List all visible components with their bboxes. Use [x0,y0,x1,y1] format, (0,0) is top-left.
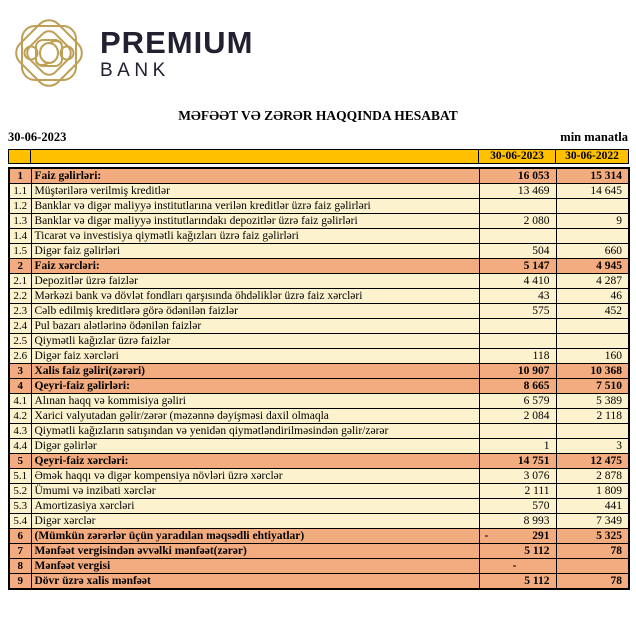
value-2023 [479,229,556,244]
row-label: Alınan haqq və kommisiya gəliri [31,394,479,409]
row-number: 1.5 [9,244,31,259]
table-row [9,229,629,244]
value-2022: 14 645 [556,184,629,199]
table-row [9,499,629,514]
value-2023: 2 084 [479,409,556,424]
value-2023: 10 907 [479,364,556,379]
value-2022: 1 809 [556,484,629,499]
row-number: 1.4 [9,229,31,244]
row-label: Digər xərclər [31,514,479,529]
pl-statement-table [8,149,628,590]
table-row [9,559,629,574]
row-number: 8 [9,559,31,574]
value-2023 [479,319,556,334]
header-empty-label-cell [31,150,479,164]
value-2023: 5 112 [479,574,556,590]
row-number: 5.1 [9,469,31,484]
value-2022: 5 325 [556,529,629,544]
row-label: Faiz gəlirləri: [31,168,479,184]
table-row [9,184,629,199]
row-label: Qeyri-faiz gəlirləri: [31,379,479,394]
row-label: Mənfəət vergisindən əvvəlki mənfəət(zərər) [31,544,479,559]
row-number: 2.5 [9,334,31,349]
value-2022 [556,559,629,574]
row-label: Digər gəlirlər [31,439,479,454]
row-number: 2 [9,259,31,274]
value-2023 [479,334,556,349]
page-title: MƏFƏƏT VƏ ZƏRƏR HAQQINDA HESABAT [178,108,458,123]
row-label: Amortizasiya xərcləri [31,499,479,514]
report-date: 30-06-2023 [8,130,67,144]
value-2022: 78 [556,574,629,590]
value-2022: 15 314 [556,168,629,184]
row-label: Xalis faiz gəliri(zərəri) [31,364,479,379]
value-2022: 452 [556,304,629,319]
value-2022: 5 389 [556,394,629,409]
value-2022: 78 [556,544,629,559]
row-label: Ticarət və investisiya qiymətli kağızları üzrə faiz gəlirləri [31,229,479,244]
statement-body-table [8,167,630,590]
table-row [9,214,629,229]
table-row [9,469,629,484]
value-2023: 14 751 [479,454,556,469]
value-2023: 570 [479,499,556,514]
row-number: 2.4 [9,319,31,334]
row-number: 2.3 [9,304,31,319]
brand-subname: BANK [100,59,170,81]
row-number: 1 [9,168,31,184]
value-2022: 4 945 [556,259,629,274]
row-number: 2.1 [9,274,31,289]
row-label: Müştərilərə verilmiş kreditlər [31,184,479,199]
value-2023: 8 665 [479,379,556,394]
table-row [9,319,629,334]
row-number: 3 [9,364,31,379]
value-2023: 8 993 [479,514,556,529]
value-2022: 160 [556,349,629,364]
value-2022: 46 [556,289,629,304]
row-label: Depozitlər üzrə faizlər [31,274,479,289]
table-row [9,274,629,289]
row-number: 4.2 [9,409,31,424]
bank-logo [10,14,253,92]
column-header-2023: 30-06-2023 [479,150,556,164]
value-2022: 7 349 [556,514,629,529]
value-2022: 2 878 [556,469,629,484]
column-header-table [8,149,629,164]
row-label: Xarici valyutadan gəlir/zərər (məzənnə dəyişməsi daxil olmaqla [31,409,479,424]
table-row [9,544,629,559]
table-row [9,379,629,394]
row-number: 4.1 [9,394,31,409]
value-2022 [556,229,629,244]
value-2022: 7 510 [556,379,629,394]
value-2023: 6 579 [479,394,556,409]
table-row [9,244,629,259]
table-row [9,334,629,349]
bank-wordmark [100,24,254,81]
value-2023: 13 469 [479,184,556,199]
row-number: 4.3 [9,424,31,439]
row-label: Ümumi və inzibati xərclər [31,484,479,499]
value-2022: 3 [556,439,629,454]
value-2023: 1 [479,439,556,454]
table-row [9,289,629,304]
table-row [9,364,629,379]
row-label: Banklar və digər maliyyə institutlarındakı depozitlər üzrə faiz gəlirləri [31,214,479,229]
row-number: 2.6 [9,349,31,364]
value-2023: 5 112 [479,544,556,559]
value-2023: 2 111 [479,484,556,499]
table-row [9,304,629,319]
row-number: 7 [9,544,31,559]
value-2023: 118 [479,349,556,364]
row-label: Digər faiz gəlirləri [31,244,479,259]
row-label: Əmək haqqı və digər kompensiya növləri üzrə xərclər [31,469,479,484]
row-label: Cəlb edilmiş kreditlərə görə ödənilən faizlər [31,304,479,319]
value-2023: 5 147 [479,259,556,274]
table-row [9,259,629,274]
column-header-2022: 30-06-2022 [556,150,629,164]
row-number: 5.3 [9,499,31,514]
row-label: Dövr üzrə xalis mənfəət [31,574,479,590]
table-row [9,168,629,184]
value-2023: 3 076 [479,469,556,484]
value-2023: 504 [479,244,556,259]
value-2022 [556,424,629,439]
header-empty-no-cell [9,150,31,164]
table-row [9,394,629,409]
table-row [9,409,629,424]
value-2023 [479,424,556,439]
value-2022: 660 [556,244,629,259]
value-2022: 441 [556,499,629,514]
value-2022 [556,199,629,214]
table-row [9,484,629,499]
row-number: 5.4 [9,514,31,529]
value-2023: 4 410 [479,274,556,289]
value-2023: 2 080 [479,214,556,229]
row-number: 6 [9,529,31,544]
column-header-row [9,150,629,164]
row-number: 1.3 [9,214,31,229]
row-label: Qeyri-faiz xərcləri: [31,454,479,469]
value-2023: 16 053 [479,168,556,184]
row-label: Qiymətli kağızlar üzrə faizlər [31,334,479,349]
row-number: 4 [9,379,31,394]
brand-name: PREMIUM [100,24,254,60]
row-number: 5 [9,454,31,469]
value-2022: 12 475 [556,454,629,469]
table-row [9,514,629,529]
value-2022: 2 118 [556,409,629,424]
value-2022: 10 368 [556,364,629,379]
table-row [9,199,629,214]
table-row [9,424,629,439]
row-number: 5.2 [9,484,31,499]
unit-label: min manatla [560,130,628,144]
table-row [9,574,629,590]
table-row [9,454,629,469]
row-label: Mənfəət vergisi [31,559,479,574]
row-number: 4.4 [9,439,31,454]
value-2023: 43 [479,289,556,304]
value-2022: 4 287 [556,274,629,289]
row-number: 2.2 [9,289,31,304]
value-2022 [556,319,629,334]
row-label: (Mümkün zərərlər üçün yaradılan məqsədli ehtiyatlar) [31,529,479,544]
row-number: 1.1 [9,184,31,199]
table-row [9,529,629,544]
row-label: Faiz xərcləri: [31,259,479,274]
row-label: Digər faiz xərcləri [31,349,479,364]
table-row [9,439,629,454]
table-row [9,349,629,364]
value-2023: 575 [479,304,556,319]
value-2022: 9 [556,214,629,229]
value-2022 [556,334,629,349]
value-2023: - 291 [479,529,556,544]
value-2023: - [479,559,556,574]
row-label: Pul bazarı alətlərinə ödənilən faizlər [31,319,479,334]
row-number: 9 [9,574,31,590]
row-label: Banklar və digər maliyyə institutlarına verilən kreditlər üzrə faiz gəlirləri [31,199,479,214]
row-label: Qiymətli kağızların satışından və yenidən qiymətləndirilməsindən gəlir/zərər [31,424,479,439]
row-number: 1.2 [9,199,31,214]
value-2023 [479,199,556,214]
row-label: Mərkəzi bank və dövlət fondları qarşısında öhdəliklər üzrə faiz xərcləri [31,289,479,304]
knot-emblem-icon [10,14,88,92]
